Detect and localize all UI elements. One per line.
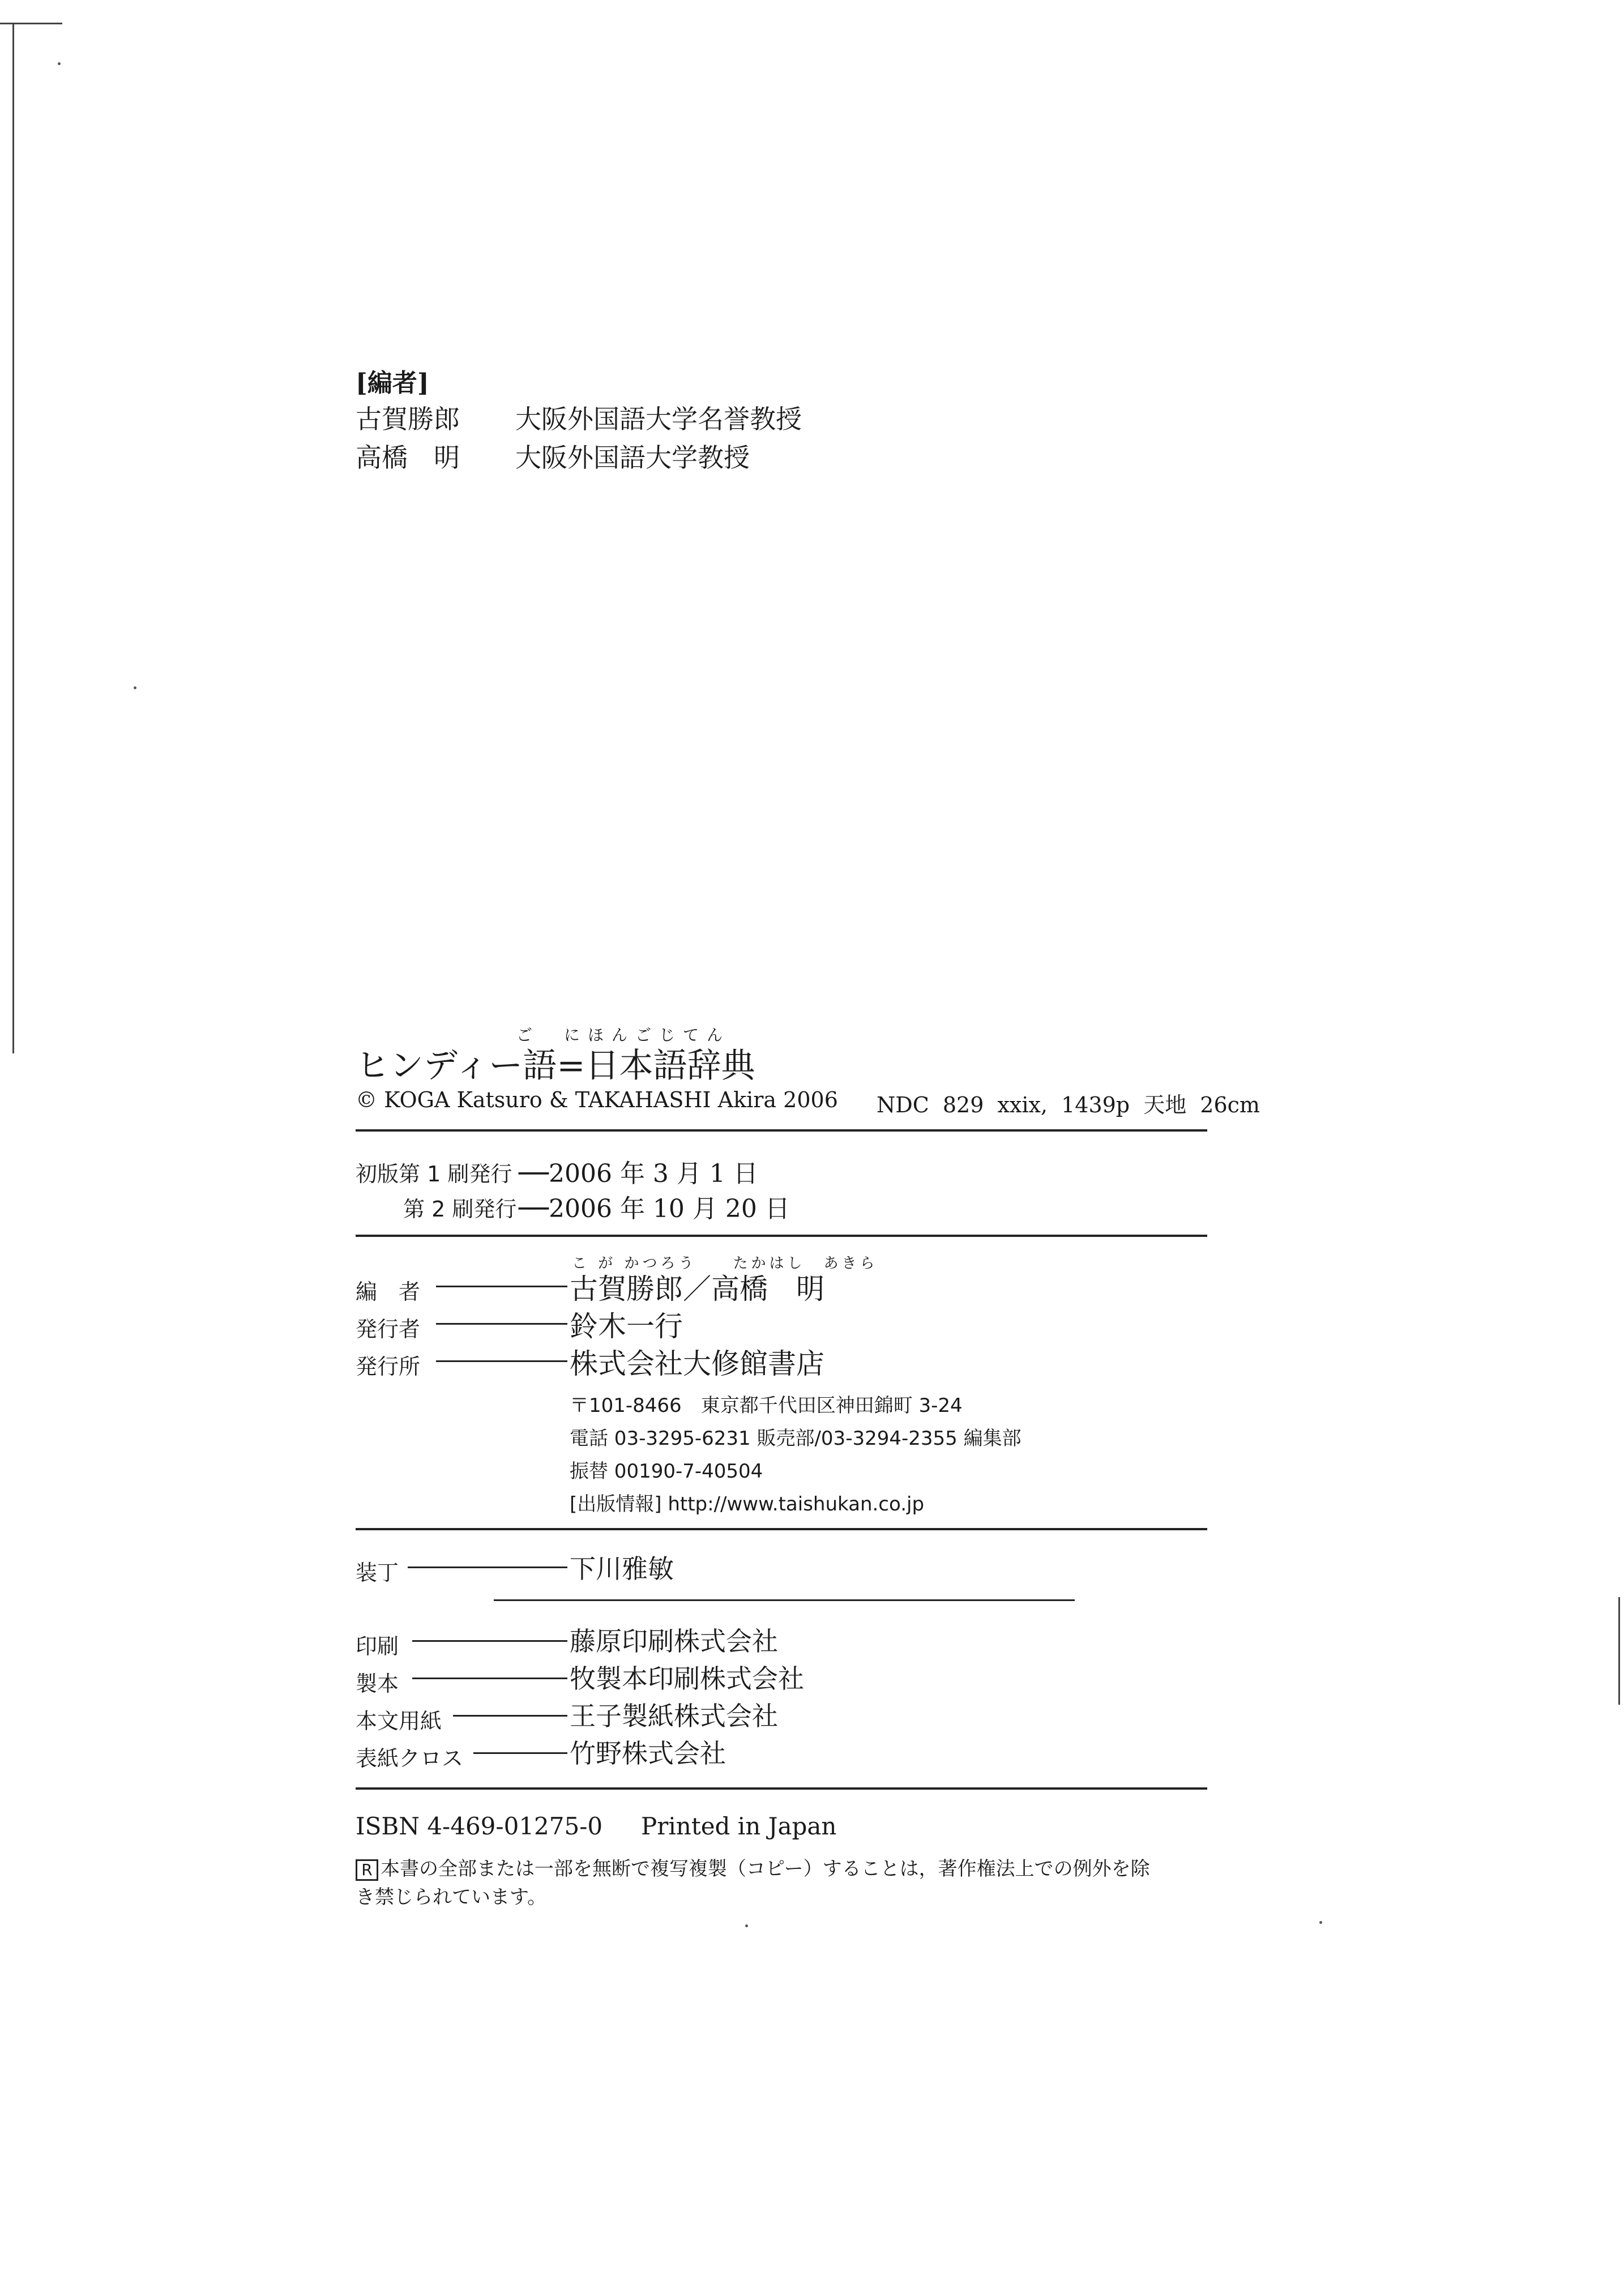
production-leader — [453, 1715, 567, 1717]
address-line: 振替 00190-7-40504 — [570, 1460, 763, 1483]
scan-edge-mark — [0, 23, 62, 24]
notice-line: き禁じられています。 — [356, 1886, 547, 1909]
printing-label: 初版第 1 刷発行 — [356, 1162, 512, 1186]
scan-speck — [134, 686, 136, 689]
credit-leader — [436, 1360, 567, 1362]
design-value: 下川雅敏 — [570, 1553, 674, 1584]
design-leader — [408, 1567, 567, 1568]
divider — [356, 1129, 1207, 1132]
production-value: 王子製紙株式会社 — [570, 1701, 778, 1731]
credit-label: 発行所 — [356, 1354, 421, 1379]
editors-header: [編者] — [356, 369, 429, 398]
printing-date: ──2006 年 3 月 1 日 — [519, 1159, 758, 1188]
design-label: 装丁 — [356, 1560, 399, 1585]
editor-title: 大阪外国語大学教授 — [515, 442, 750, 473]
notice-text: 本書の全部または一部を無断で複写複製（コピー）することは，著作権法上での例外を除 — [381, 1858, 1150, 1880]
book-title-main: 語=日本語辞典 — [523, 1046, 755, 1086]
address-line: 電話 03-3295-6231 販売部/03-3294-2355 編集部 — [570, 1427, 1022, 1450]
scan-edge-line — [1618, 1597, 1620, 1705]
credit-label: 編 者 — [356, 1279, 421, 1304]
production-leader — [412, 1640, 567, 1642]
printing-date: ──2006 年 10 月 20 日 — [519, 1194, 790, 1223]
scan-edge-line — [12, 23, 14, 1053]
production-leader — [473, 1752, 567, 1754]
book-title-pre: ヒンディー — [356, 1046, 523, 1086]
copyright: © KOGA Katsuro & TAKAHASHI Akira 2006 — [356, 1087, 838, 1112]
credit-leader — [436, 1286, 567, 1287]
divider — [356, 1528, 1207, 1530]
editor-name: 古賀勝郎 — [356, 404, 460, 434]
isbn: ISBN 4-469-01275-0 — [356, 1812, 603, 1840]
divider — [356, 1235, 1207, 1237]
credit-leader — [436, 1323, 567, 1325]
credit-value: 鈴木一行 — [570, 1310, 683, 1343]
ndc-info: NDC 829 xxix, 1439p 天地 26cm — [877, 1092, 1260, 1117]
production-leader — [412, 1678, 567, 1679]
title-ruby: ご にほんごじてん — [516, 1026, 731, 1044]
editor-title: 大阪外国語大学名誉教授 — [515, 404, 802, 434]
r-mark-icon: R — [356, 1859, 378, 1881]
printing-label: 第 2 刷発行 — [403, 1197, 517, 1222]
address-line: 〒101-8466 東京都千代田区神田錦町 3-24 — [570, 1394, 963, 1417]
production-label: 本文用紙 — [356, 1709, 442, 1734]
editor-name: 高橋 明 — [356, 442, 460, 473]
scan-speck — [1319, 1921, 1322, 1924]
credit-value: 古賀勝郎／高橋 明 — [570, 1273, 824, 1305]
editors-ruby: こ が かつろう たかはし あきら — [572, 1255, 878, 1272]
credit-label: 発行者 — [356, 1317, 421, 1342]
scan-speck — [745, 1924, 748, 1927]
production-label: 製本 — [356, 1671, 399, 1696]
book-title — [356, 1039, 755, 1087]
production-label: 印刷 — [356, 1634, 399, 1659]
printed-in: Printed in Japan — [641, 1812, 837, 1840]
scan-speck — [58, 62, 61, 65]
production-value: 藤原印刷株式会社 — [570, 1626, 778, 1657]
production-value: 牧製本印刷株式会社 — [570, 1663, 804, 1694]
notice-line — [356, 1853, 1150, 1881]
credit-value: 株式会社大修館書店 — [570, 1347, 824, 1380]
address-line: [出版情報] http://www.taishukan.co.jp — [570, 1493, 925, 1516]
production-label: 表紙クロス — [356, 1746, 464, 1771]
production-value: 竹野株式会社 — [570, 1738, 726, 1769]
short-divider — [494, 1599, 1075, 1601]
divider — [356, 1787, 1207, 1790]
